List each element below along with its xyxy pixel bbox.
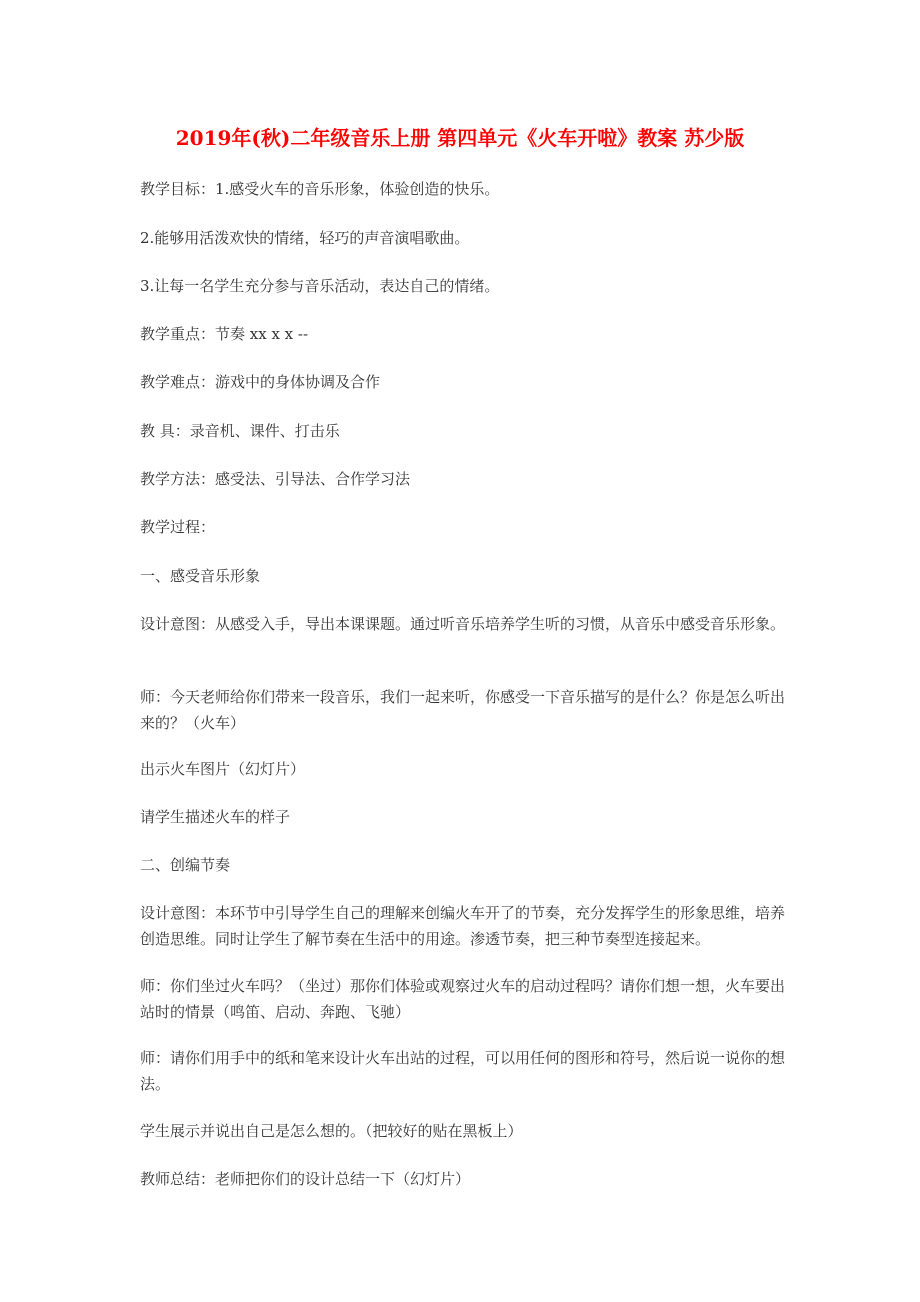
paragraph-goal-2: 2.能够用活泼欢快的情绪，轻巧的声音演唱歌曲。 <box>140 229 470 247</box>
paragraph-goal-3: 3.让每一名学生充分参与音乐活动，表达自己的情绪。 <box>140 277 500 295</box>
heading-section-1: 一、感受音乐形象 <box>140 567 261 585</box>
paragraph-tools: 教 具：录音机、课件、打击乐 <box>140 422 340 440</box>
paragraph-teaching-goal: 教学目标：1.感受火车的音乐形象，体验创造的快乐。 <box>140 180 500 198</box>
paragraph-methods: 教学方法：感受法、引导法、合作学习法 <box>140 470 411 488</box>
paragraph-teacher-summary: 教师总结：老师把你们的设计总结一下（幻灯片） <box>140 1170 471 1188</box>
document-title: 2019年(秋)二年级音乐上册 第四单元《火车开啦》教案 苏少版 <box>175 126 745 150</box>
paragraph-describe-train: 请学生描述火车的样子 <box>140 808 291 826</box>
paragraph-design-intent-1: 设计意图：从感受入手，导出本课课题。通过听音乐培养学生听的习惯，从音乐中感受音乐形象。 <box>140 615 786 633</box>
paragraph-key-point: 教学重点：节奏 xx x x -- <box>140 325 309 343</box>
paragraph-teacher-3: 师：请你们用手中的纸和笔来设计火车出站的过程，可以用任何的图形和符号，然后说一说你的想法。 <box>140 1049 786 1093</box>
paragraph-teacher-2: 师：你们坐过火车吗？（坐过）那你们体验或观察过火车的启动过程吗？请你们想一想，火车要出站时的情景（鸣笛、启动、奔跑、飞驰） <box>140 977 786 1021</box>
heading-section-2: 二、创编节奏 <box>140 856 231 874</box>
paragraph-difficulty: 教学难点：游戏中的身体协调及合作 <box>140 373 381 391</box>
paragraph-teacher-1: 师：今天老师给你们带来一段音乐，我们一起来听，你感受一下音乐描写的是什么？你是怎么听出来的？（火车） <box>140 688 786 732</box>
paragraph-design-intent-2: 设计意图：本环节中引导学生自己的理解来创编火车开了的节奏，充分发挥学生的形象思维，培养创造思维。同时让学生了解节奏在生活中的用途。渗透节奏，把三种节奏型连接起来。 <box>140 904 786 948</box>
paragraph-process: 教学过程： <box>140 518 216 536</box>
paragraph-student-show: 学生展示并说出自己是怎么想的。（把较好的贴在黑板上） <box>140 1122 523 1140</box>
paragraph-show-picture: 出示火车图片（幻灯片） <box>140 760 306 778</box>
